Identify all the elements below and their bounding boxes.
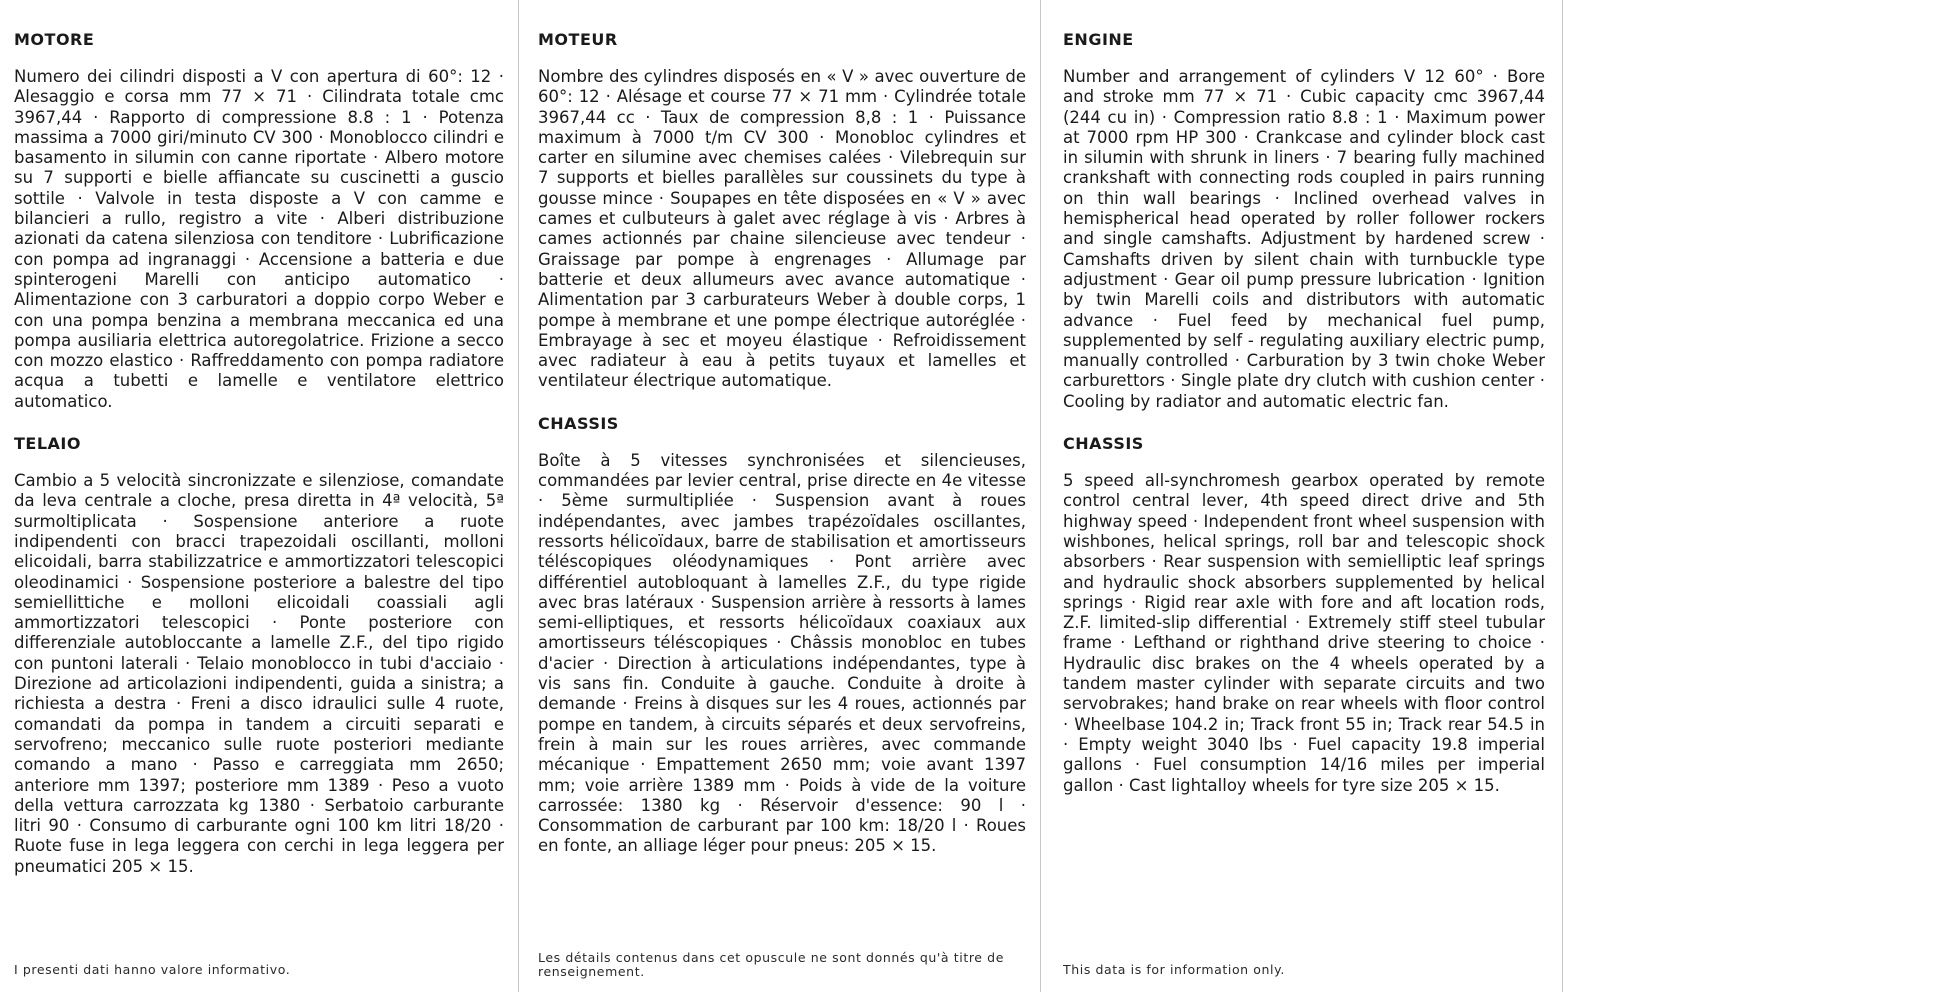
footnote: Les détails contenus dans cet opuscule ne sont donnés qu'à titre de renseignement. [538, 950, 1004, 979]
footnote: This data is for information only. [1063, 962, 1285, 977]
column-divider [518, 0, 519, 992]
chassis-heading: CHASSIS [538, 413, 619, 433]
engine-heading: MOTORE [14, 30, 95, 49]
chassis-specs-text: Boîte à 5 vitesses synchronisées et silencieuses, commandées par levier central, prise directe en 4e vitesse · 5ème surmultipliée · Suspension avant à roues indépendantes, avec jambes trapézoïdales oscillantes, ressorts hélicoïdaux, barre de stabilisation et amortisseurs téléscopiques oléodynamiques · Pont arrière avec différentiel autobloquant à lamelles Z.F., du type rigide avec bras latéraux · Suspension arrière à ressorts à lames semi-elliptiques, et ressorts hélicoïdaux coaxiaux aux amortisseurs téléscopiques · Châssis monobloc en tubes d'acier · Direction à articulations indépendantes, type à vis sans fin. Conduite à gauche. Conduite à droite à demande · Freins à disques sur les 4 roues, actionnés par pompe en tandem, à circuits séparés et deux servofreins, frein à main sur les roues arrières, avec commande mécanique · Empattement 2650 mm; voie avant 1397 mm; voie arrière 1389 mm · Poids à vide de la voiture carrossée: 1380 kg · Réservoir d'essence: 90 l · Consommation de carburant par 100 km: 18/20 l · Roues en fonte, an alliage léger pour pneus: 205 × 15. [538, 450, 1026, 856]
chassis-specs-text: Cambio a 5 velocità sincronizzate e silenziose, comandate da leva centrale a cloche, presa diretta in 4ª velocità, 5ª surmoltiplicata · Sospensione anteriore a ruote indipendenti con bracci trapezoidali oscillanti, molloni elicoidali, barra stabilizzatrice e ammortizzatori telescopici oleodinamici · Sospensione posteriore a balestre del tipo semiellittiche e molloni elicoidali coassiali agli ammortizzatori telescopici · Ponte posteriore con differenziale autobloccante a lamelle Z.F., del tipo rigido con puntoni laterali · Telaio monoblocco in tubi d'acciaio · Direzione ad articolazioni indipendenti, guida a sinistra; a richiesta a destra · Freni a disco idraulici sulle 4 ruote, comandati da pompa in tandem a circuiti separati e servofreno; meccanico sulle ruote posteriori mediante comando a mano · Passo e carreggiata mm 2650; anteriore mm 1397; posteriore mm 1389 · Peso a vuoto della vettura carrozzata kg 1380 · Serbatoio carburante litri 90 · Consumo di carburante ogni 100 km litri 18/20 · Ruote fuse in lega leggera con cerchi in lega leggera per pneumatici 205 × 15. [14, 471, 504, 876]
engine-specs-text: Number and arrangement of cylinders V 12 60° · Bore and stroke mm 77 × 71 · Cubic capacity cmc 3967,44 (244 cu in) · Compression ratio 8.8 : 1 · Maximum power at 7000 rpm HP 300 · Crankcase and cylinder block cast in silumin with shrunk in liners · 7 bearing fully machined crankshaft with connecting rods coupled in pairs running on thin wall bearings · Inclined overhead valves in hemispherical head operated by roller follower rockers and single camshafts. Adjustment by hardened screw · Camshafts driven by silent chain with turnbuckle type adjustment · Gear oil pump pressure lubrication · Ignition by twin Marelli coils and distributors with automatic advance · Fuel feed by mechanical fuel pump, supplemented by self - regulating auxiliary electric pump, manually controlled · Carburation by 3 twin choke Weber carburettors · Single plate dry clutch with cushion center · Cooling by radiator and automatic electric fan. [1063, 67, 1545, 411]
italian-column [0, 0, 518, 992]
footnote: I presenti dati hanno valore informativo. [14, 962, 291, 977]
chassis-heading: CHASSIS [1063, 434, 1144, 454]
engine-heading: MOTEUR [538, 30, 618, 49]
column-divider [1040, 0, 1041, 992]
french-column [522, 0, 1040, 992]
engine-specs-text: Numero dei cilindri disposti a V con apertura di 60°: 12 · Alesaggio e corsa mm 77 × 71 · Cilindrata totale cmc 3967,44 · Rapporto di compressione 8.8 : 1 · Potenza massima a 7000 giri/minuto CV 300 · Monoblocco cilindri e basamento in silumin con canne riportate · Albero motore su 7 supporti e bielle affiancate su cuscinetti a guscio sottile · Valvole in testa disposte a V con camme e bilancieri a rullo, registro a vite · Alberi distribuzione azionati da catena silenziosa con tenditore · Lubrificazione con pompa ad ingranaggi · Accensione a batteria e due spinterogeni Marelli con anticipo automatico · Alimentazione con 3 carburatori a doppio corpo Weber e con una pompa benzina a membrana meccanica ed una pompa ausiliaria elettrica autoregolatrice. Frizione a secco con mozzo elastico · Raffreddamento con pompa radiatore acqua a tubetti e lamelle e ventilatore elettrico automatico. [14, 67, 504, 411]
chassis-heading: TELAIO [14, 434, 81, 454]
engine-heading: ENGINE [1063, 30, 1134, 49]
blank-margin-panel [1563, 0, 1950, 992]
chassis-specs-text: 5 speed all-synchromesh gearbox operated by remote control central lever, 4th speed direct drive and 5th highway speed · Independent front wheel suspension with wishbones, helical springs, roll bar and telescopic shock absorbers · Rear suspension with semielliptic leaf springs and hydraulic shock absorbers supplemented by helical springs · Rigid rear axle with fore and aft location rods, Z.F. limited-slip differential · Extremely stiff steel tubular frame · Lefthand or righthand drive steering to choice · Hydraulic disc brakes on the 4 wheels operated by a tandem master cylinder with separate circuits and two servobrakes; hand brake on rear wheels with floor control · Wheelbase 104.2 in; Track front 55 in; Track rear 54.5 in · Empty weight 3040 lbs · Fuel capacity 19.8 imperial gallons · Fuel consumption 14/16 miles per imperial gallon · Cast lightalloy wheels for tyre size 205 × 15. [1063, 471, 1545, 795]
english-column [1043, 0, 1563, 992]
engine-specs-text: Nombre des cylindres disposés en « V » avec ouverture de 60°: 12 · Alésage et course 77 × 71 mm · Cylindrée totale 3967,44 cc · Taux de compression 8,8 : 1 · Puissance maximum à 7000 t/m CV 300 · Monobloc cylindres et carter en silumine avec chemises calées · Vilebrequin sur 7 supports et bielles parallèles sur coussinets du type à gousse mince · Soupapes en tête disposées en « V » avec cames et culbuteurs à galet avec réglage à vis · Arbres à cames actionnés par chaine silencieuse avec tendeur · Graissage par pompe à engrenages · Allumage par batterie et deux allumeurs avec avance automatique · Alimentation par 3 carburateurs Weber à double corps, 1 pompe à membrane et une pompe électrique autoréglée · Embrayage à sec et moyeu élastique · Refroidissement avec radiateur à eau à petits tuyaux et lamelles et ventilateur électrique automatique. [538, 67, 1026, 391]
